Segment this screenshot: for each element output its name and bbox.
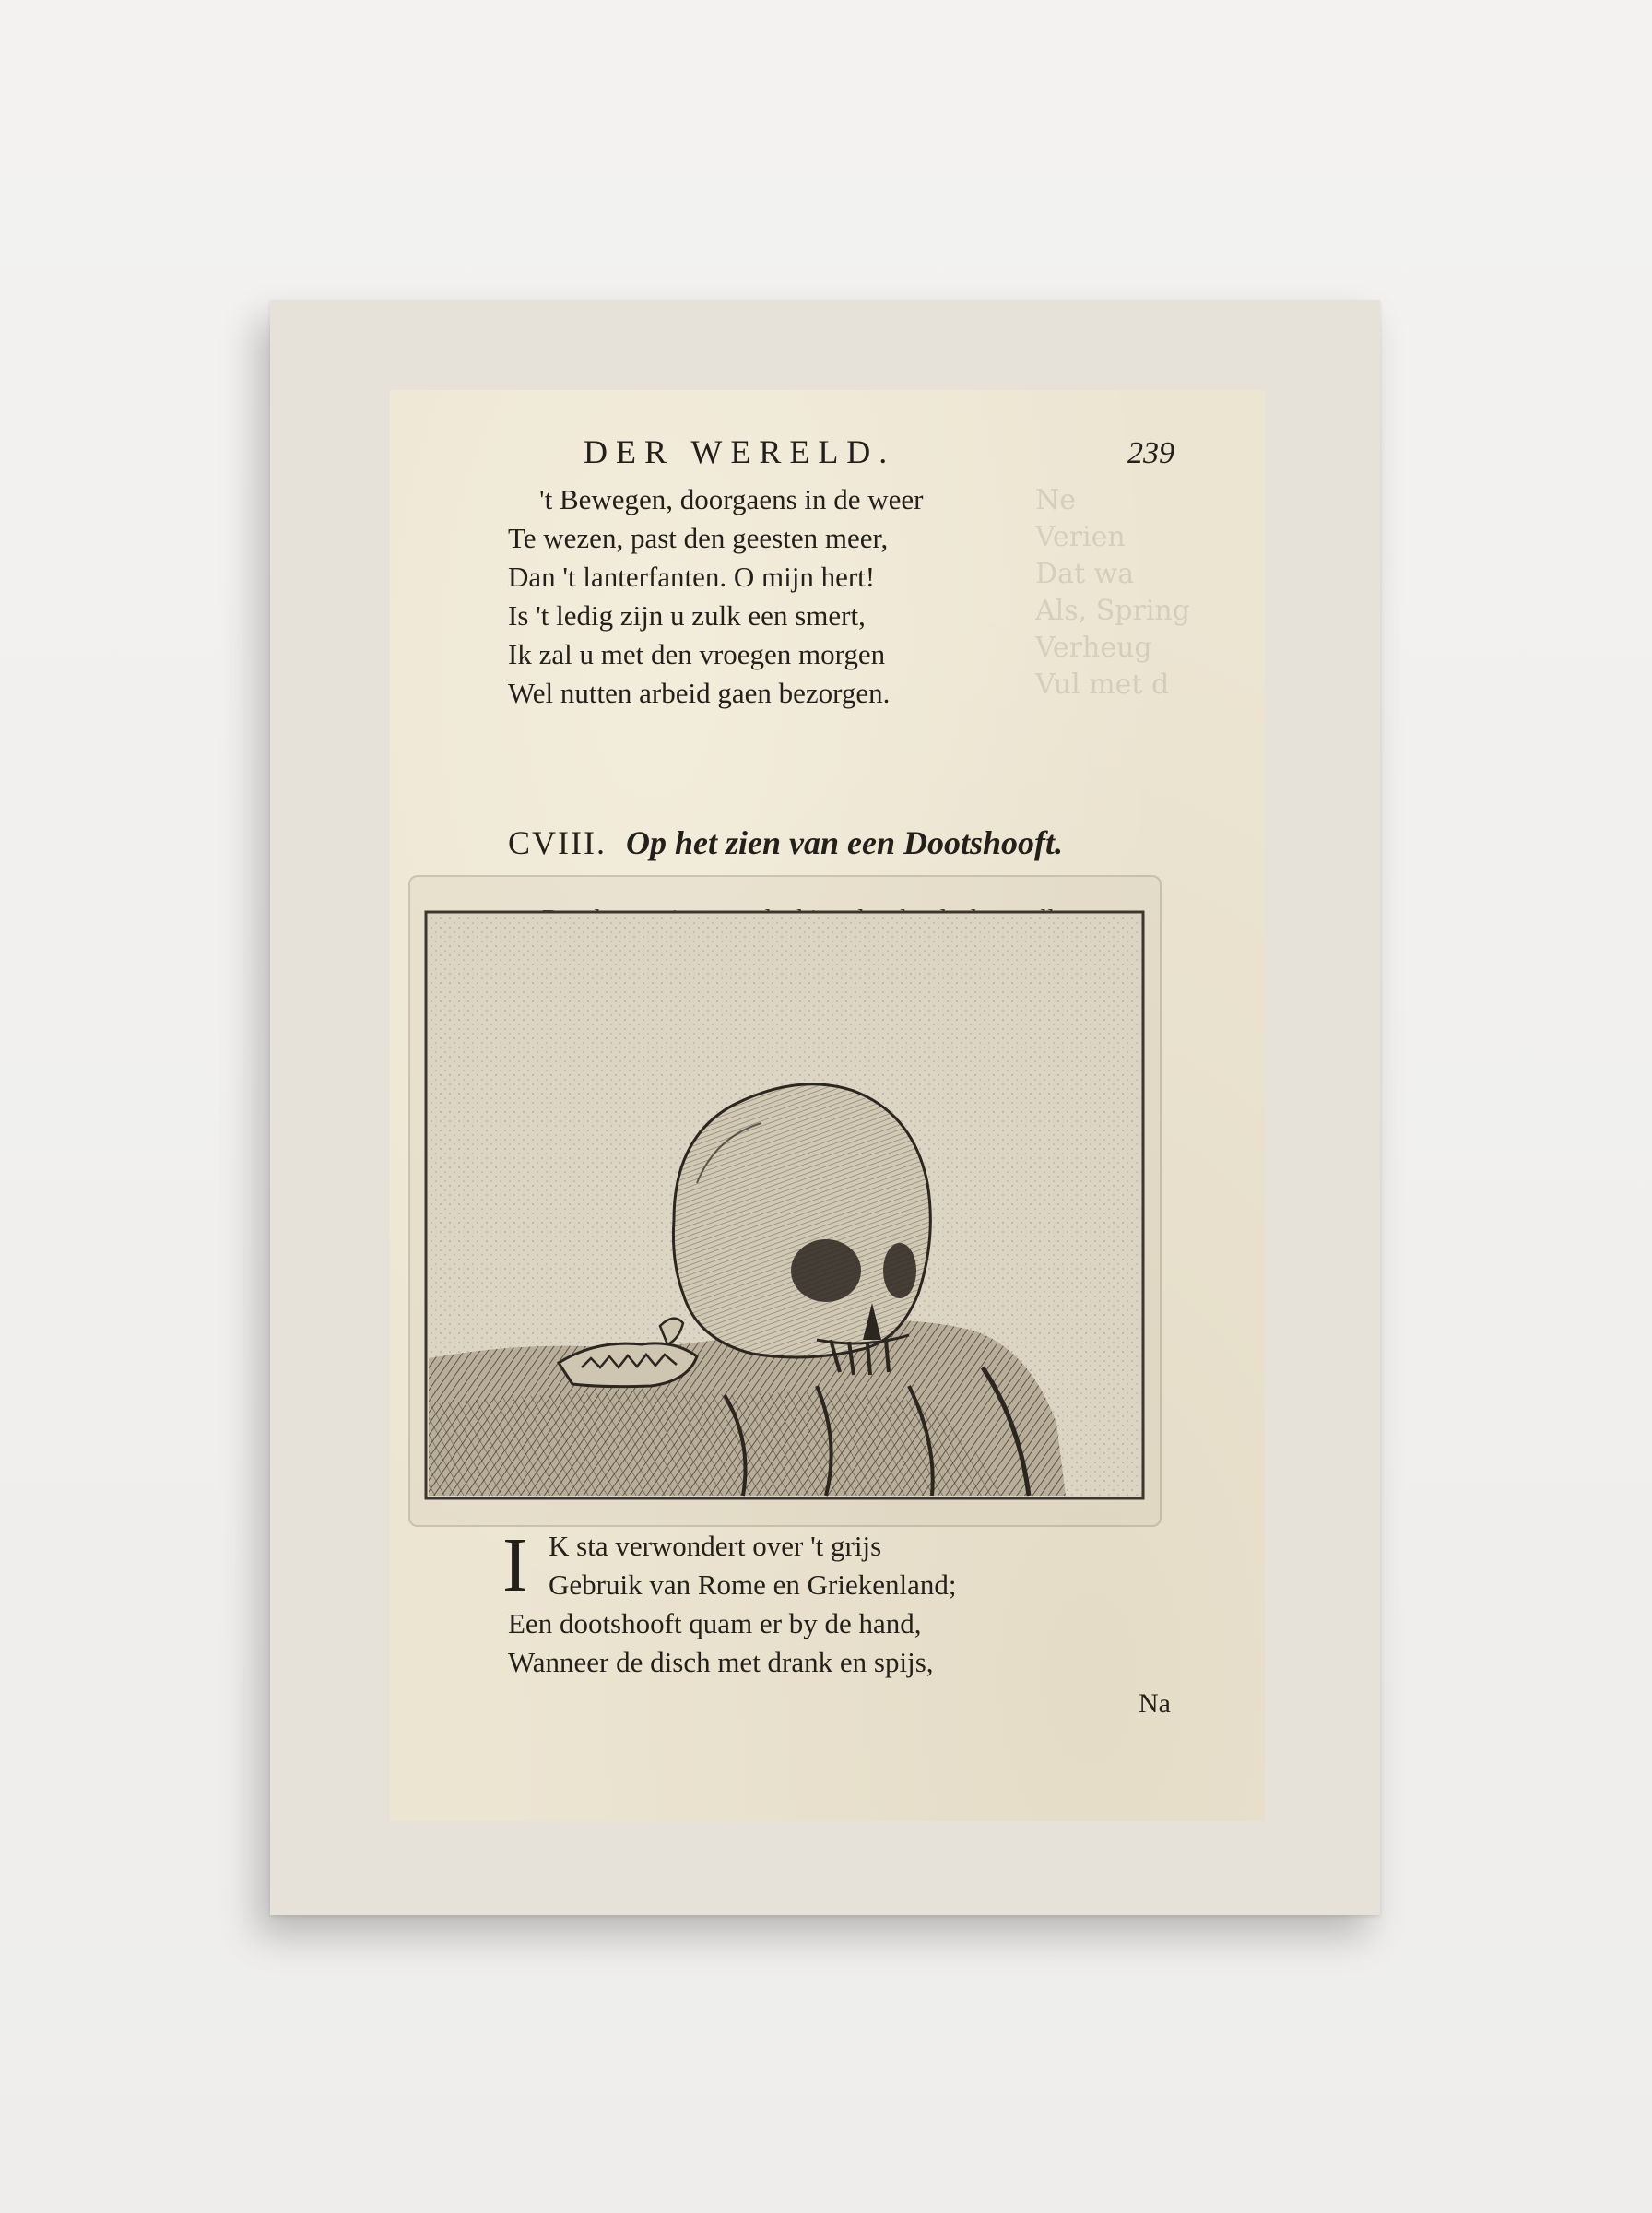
page-number: 239	[1127, 436, 1174, 470]
mounted-print-frame	[270, 300, 1380, 1915]
catchword: Na	[1139, 1688, 1171, 1719]
bleed-through-text: Ne Verien Dat wa Als, Spring Verheug Vul met d	[1035, 484, 1190, 701]
poem-block	[502, 1522, 957, 1682]
poem-line: Gebruik van Rome en Griekenland;	[549, 1568, 957, 1601]
verse-line: Dan 't lanterfanten. O mijn hert!	[508, 561, 876, 593]
skull-engraving	[420, 906, 1149, 1506]
verse-line: Wel nutten arbeid gaen bezorgen.	[508, 677, 891, 709]
section-title: Op het zien van een Dootshooft.	[625, 824, 1063, 861]
verse-line: Ik zal u met den vroegen morgen	[508, 638, 886, 670]
poem-line: K sta verwondert over 't grijs	[549, 1530, 882, 1562]
verse-line: Is 't ledig zijn u zulk een smert,	[508, 599, 866, 632]
verse-block	[508, 480, 924, 713]
section-number: CVIII.	[508, 824, 607, 861]
drop-cap: I	[502, 1522, 528, 1608]
book-page	[390, 390, 1265, 1821]
verse-line: Te wezen, past den geesten meer,	[508, 522, 889, 554]
skull	[673, 1084, 930, 1375]
verse-line: 't Bewegen, doorgaens in de weer	[539, 483, 924, 515]
poem-line: Een dootshooft quam er by de hand,	[508, 1607, 922, 1639]
running-head: DER WERELD.	[584, 433, 896, 470]
poem-line: Wanneer de disch met drank en spijs,	[508, 1646, 934, 1678]
section-heading	[508, 823, 1063, 862]
